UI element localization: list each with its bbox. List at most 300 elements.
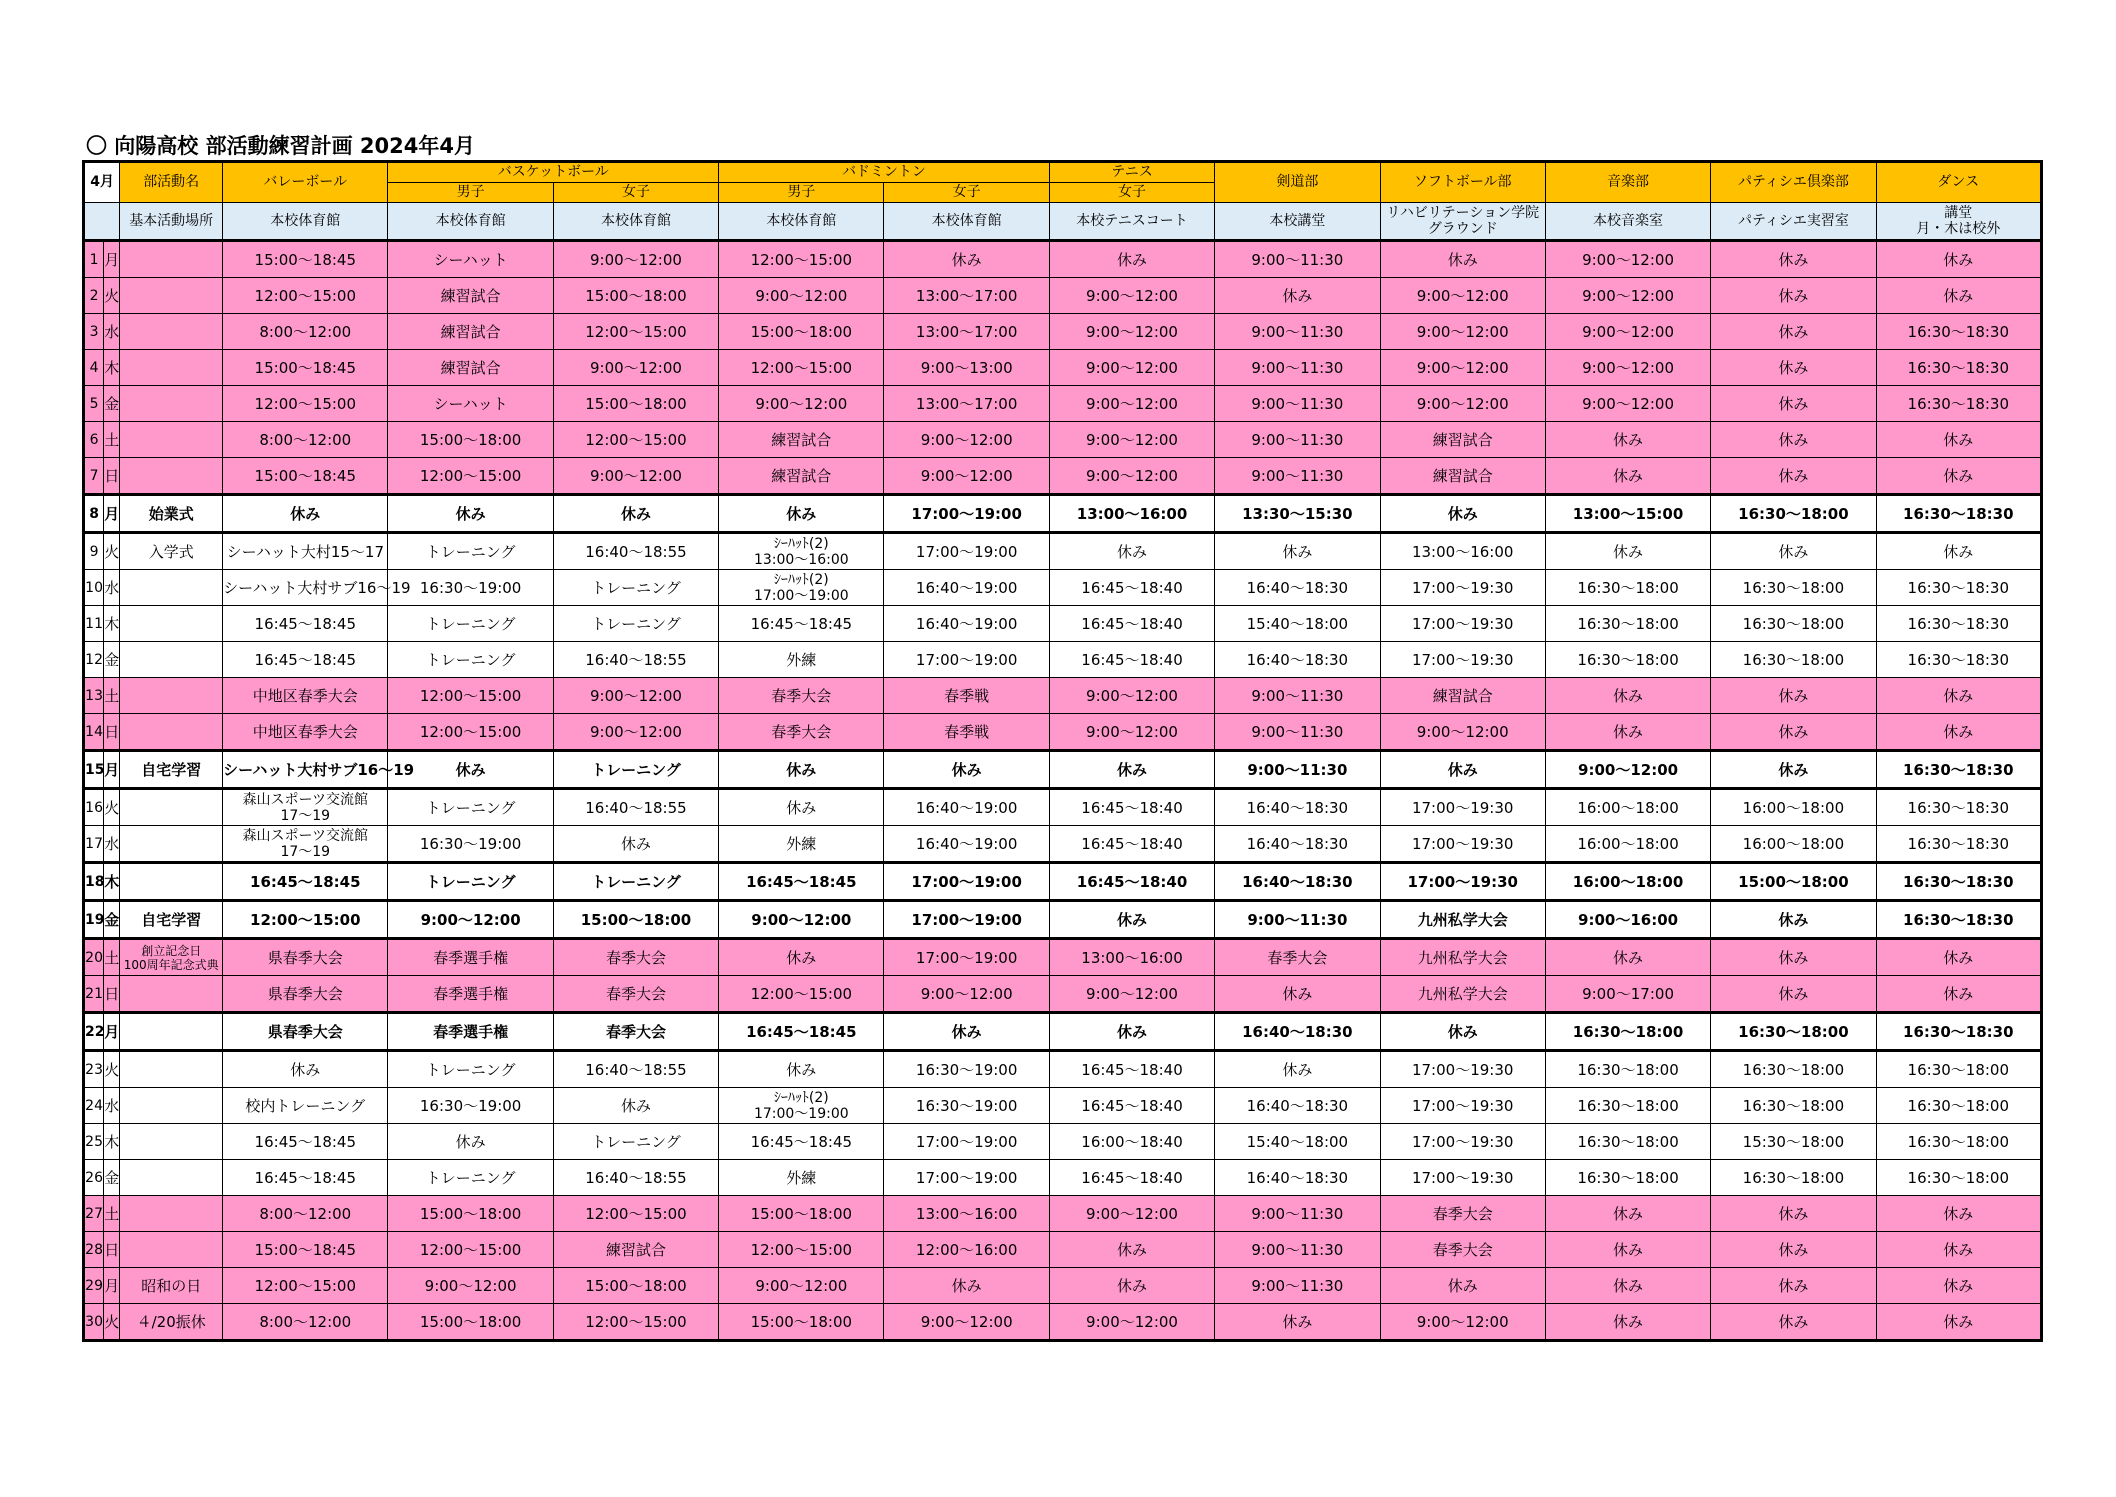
cell-basketball-female: 12:00～15:00	[553, 1304, 718, 1341]
cell-softball: 9:00～12:00	[1380, 278, 1545, 314]
cell-tennis: 13:00～16:00	[1049, 495, 1214, 533]
cell-basketball-male: 練習試合	[388, 350, 553, 386]
school-event	[120, 422, 223, 458]
cell-volleyball: 校内トレーニング	[223, 1088, 388, 1124]
place-volleyball: 本校体育館	[223, 203, 388, 241]
cell-kendo: 15:40～18:00	[1215, 1124, 1380, 1160]
cell-dance: 16:30～18:30	[1876, 350, 2041, 386]
club-softball: ソフトボール部	[1380, 162, 1545, 203]
day-number: 3	[84, 314, 104, 350]
cell-music: 9:00～12:00	[1545, 278, 1710, 314]
table-row	[84, 714, 2042, 751]
cell-patissier: 休み	[1711, 1196, 1876, 1232]
place-badminton-male: 本校体育館	[719, 203, 884, 241]
cell-dance: 休み	[1876, 458, 2041, 495]
club-volleyball: バレーボール	[223, 162, 388, 203]
place-corner	[84, 203, 120, 241]
cell-softball: 17:00～19:30	[1380, 863, 1545, 901]
cell-softball: 17:00～19:30	[1380, 789, 1545, 826]
cell-badminton-female: 16:40～19:00	[884, 570, 1049, 606]
cell-basketball-male: 15:00～18:00	[388, 1196, 553, 1232]
cell-patissier: 休み	[1711, 1232, 1876, 1268]
cell-volleyball: シーハット大村サブ16～19	[223, 751, 388, 789]
cell-tennis: 13:00～16:00	[1049, 939, 1214, 976]
cell-dance: 16:30～18:30	[1876, 789, 2041, 826]
cell-dance: 16:30～18:30	[1876, 751, 2041, 789]
cell-basketball-female: 休み	[553, 495, 718, 533]
cell-dance: 休み	[1876, 678, 2041, 714]
cell-dance: 16:30～18:30	[1876, 495, 2041, 533]
cell-basketball-female: 9:00～12:00	[553, 714, 718, 751]
cell-badminton-female: 休み	[884, 1013, 1049, 1051]
cell-softball: 春季大会	[1380, 1196, 1545, 1232]
cell-basketball-female: 休み	[553, 1088, 718, 1124]
day-number: 14	[84, 714, 104, 751]
cell-kendo: 16:40～18:30	[1215, 826, 1380, 863]
day-number: 15	[84, 751, 104, 789]
place-tennis: 本校テニスコート	[1049, 203, 1214, 241]
cell-music: 13:00～15:00	[1545, 495, 1710, 533]
day-number: 10	[84, 570, 104, 606]
cell-badminton-female: 16:40～19:00	[884, 606, 1049, 642]
cell-softball: 九州私学大会	[1380, 976, 1545, 1013]
table-row	[84, 642, 2042, 678]
cell-basketball-male: 16:30～19:00	[388, 1088, 553, 1124]
cell-basketball-male: 休み	[388, 751, 553, 789]
cell-kendo: 9:00～11:30	[1215, 350, 1380, 386]
school-event	[120, 278, 223, 314]
cell-dance: 休み	[1876, 1268, 2041, 1304]
cell-badminton-female: 9:00～12:00	[884, 1304, 1049, 1341]
cell-basketball-female: 春季大会	[553, 939, 718, 976]
place-badminton-female: 本校体育館	[884, 203, 1049, 241]
cell-badminton-female: 16:30～19:00	[884, 1051, 1049, 1088]
cell-patissier: 16:30～18:00	[1711, 570, 1876, 606]
cell-basketball-female: 9:00～12:00	[553, 350, 718, 386]
cell-basketball-male: トレーニング	[388, 1160, 553, 1196]
cell-volleyball: 16:45～18:45	[223, 642, 388, 678]
cell-music: 9:00～12:00	[1545, 314, 1710, 350]
school-event	[120, 241, 223, 278]
table-row	[84, 533, 2042, 570]
cell-kendo: 9:00～11:30	[1215, 241, 1380, 278]
month-label: 4月	[84, 162, 120, 203]
table-row	[84, 1304, 2042, 1341]
school-event	[120, 606, 223, 642]
cell-basketball-female: トレーニング	[553, 863, 718, 901]
table-row	[84, 863, 2042, 901]
cell-badminton-male: 12:00～15:00	[719, 241, 884, 278]
cell-volleyball: 8:00～12:00	[223, 314, 388, 350]
place-dance: 講堂 月・木は校外	[1876, 203, 2041, 241]
day-number: 21	[84, 976, 104, 1013]
cell-badminton-male: 16:45～18:45	[719, 1124, 884, 1160]
cell-kendo: 9:00～11:30	[1215, 1232, 1380, 1268]
cell-dance: 16:30～18:00	[1876, 1051, 2041, 1088]
cell-basketball-female: 16:40～18:55	[553, 642, 718, 678]
badminton-female: 女子	[884, 183, 1049, 203]
table-row	[84, 1013, 2042, 1051]
weekday: 水	[104, 1088, 120, 1124]
day-number: 26	[84, 1160, 104, 1196]
cell-dance: 16:30～18:30	[1876, 606, 2041, 642]
day-number: 28	[84, 1232, 104, 1268]
cell-tennis: 9:00～12:00	[1049, 714, 1214, 751]
cell-basketball-male: 練習試合	[388, 314, 553, 350]
schedule-body	[84, 241, 2042, 1341]
cell-music: 休み	[1545, 1196, 1710, 1232]
weekday: 木	[104, 863, 120, 901]
table-row	[84, 976, 2042, 1013]
cell-dance: 16:30～18:30	[1876, 863, 2041, 901]
cell-dance: 休み	[1876, 1304, 2041, 1341]
cell-kendo: 休み	[1215, 1051, 1380, 1088]
cell-softball: 休み	[1380, 241, 1545, 278]
cell-badminton-male: 練習試合	[719, 458, 884, 495]
cell-patissier: 休み	[1711, 751, 1876, 789]
cell-patissier: 16:30～18:00	[1711, 1088, 1876, 1124]
cell-softball: 練習試合	[1380, 458, 1545, 495]
cell-kendo: 16:40～18:30	[1215, 642, 1380, 678]
cell-basketball-female: 15:00～18:00	[553, 386, 718, 422]
weekday: 月	[104, 1268, 120, 1304]
cell-basketball-male: トレーニング	[388, 533, 553, 570]
cell-tennis: 9:00～12:00	[1049, 1304, 1214, 1341]
weekday: 金	[104, 1160, 120, 1196]
cell-volleyball: 中地区春季大会	[223, 678, 388, 714]
cell-basketball-male: シーハット	[388, 241, 553, 278]
cell-badminton-female: 17:00～19:00	[884, 1160, 1049, 1196]
day-number: 18	[84, 863, 104, 901]
day-number: 4	[84, 350, 104, 386]
cell-basketball-female: 16:40～18:55	[553, 1160, 718, 1196]
cell-badminton-female: 9:00～12:00	[884, 458, 1049, 495]
school-event: 自宅学習	[120, 901, 223, 939]
cell-kendo: 休み	[1215, 976, 1380, 1013]
cell-tennis: 9:00～12:00	[1049, 386, 1214, 422]
day-number: 24	[84, 1088, 104, 1124]
cell-dance: 休み	[1876, 976, 2041, 1013]
weekday: 月	[104, 1013, 120, 1051]
cell-basketball-male: トレーニング	[388, 1051, 553, 1088]
cell-badminton-female: 13:00～17:00	[884, 386, 1049, 422]
cell-basketball-male: 16:30～19:00	[388, 570, 553, 606]
cell-patissier: 休み	[1711, 678, 1876, 714]
cell-softball: 九州私学大会	[1380, 939, 1545, 976]
day-number: 20	[84, 939, 104, 976]
day-number: 13	[84, 678, 104, 714]
cell-softball: 練習試合	[1380, 678, 1545, 714]
weekday: 金	[104, 386, 120, 422]
weekday: 金	[104, 642, 120, 678]
cell-music: 16:30～18:00	[1545, 1013, 1710, 1051]
day-number: 22	[84, 1013, 104, 1051]
cell-patissier: 休み	[1711, 386, 1876, 422]
cell-patissier: 16:30～18:00	[1711, 1013, 1876, 1051]
school-event: 昭和の日	[120, 1268, 223, 1304]
cell-badminton-male: 15:00～18:00	[719, 1304, 884, 1341]
cell-patissier: 15:00～18:00	[1711, 863, 1876, 901]
cell-badminton-male: 外練	[719, 1160, 884, 1196]
school-event: ４/20振休	[120, 1304, 223, 1341]
school-event: 入学式	[120, 533, 223, 570]
school-event	[120, 976, 223, 1013]
cell-basketball-male: 9:00～12:00	[388, 1268, 553, 1304]
cell-patissier: 16:30～18:00	[1711, 1051, 1876, 1088]
cell-badminton-male: 春季大会	[719, 714, 884, 751]
cell-patissier: 16:30～18:00	[1711, 642, 1876, 678]
weekday: 土	[104, 422, 120, 458]
cell-music: 16:30～18:00	[1545, 1124, 1710, 1160]
school-event	[120, 1160, 223, 1196]
cell-music: 16:00～18:00	[1545, 826, 1710, 863]
cell-volleyball: 15:00～18:45	[223, 458, 388, 495]
cell-softball: 9:00～12:00	[1380, 1304, 1545, 1341]
cell-patissier: 休み	[1711, 976, 1876, 1013]
place-basketball-female: 本校体育館	[553, 203, 718, 241]
cell-basketball-female: トレーニング	[553, 751, 718, 789]
weekday: 日	[104, 458, 120, 495]
cell-music: 16:30～18:00	[1545, 606, 1710, 642]
school-event	[120, 678, 223, 714]
cell-kendo: 9:00～11:30	[1215, 901, 1380, 939]
cell-badminton-female: 休み	[884, 1268, 1049, 1304]
cell-badminton-male: 9:00～12:00	[719, 901, 884, 939]
cell-tennis: 16:45～18:40	[1049, 606, 1214, 642]
cell-volleyball: シーハット大村15～17	[223, 533, 388, 570]
table-row	[84, 422, 2042, 458]
weekday: 水	[104, 826, 120, 863]
cell-kendo: 9:00～11:30	[1215, 1196, 1380, 1232]
cell-badminton-male: ｼｰﾊｯﾄ(2) 17:00～19:00	[719, 570, 884, 606]
club-name-label: 部活動名	[120, 162, 223, 203]
weekday: 水	[104, 314, 120, 350]
cell-basketball-female: 16:40～18:55	[553, 1051, 718, 1088]
cell-badminton-female: 17:00～19:00	[884, 901, 1049, 939]
school-event	[120, 826, 223, 863]
cell-basketball-female: 16:40～18:55	[553, 533, 718, 570]
cell-patissier: 16:30～18:00	[1711, 606, 1876, 642]
cell-music: 休み	[1545, 533, 1710, 570]
school-event	[120, 863, 223, 901]
cell-basketball-female: 春季大会	[553, 1013, 718, 1051]
cell-basketball-male: 9:00～12:00	[388, 901, 553, 939]
cell-badminton-female: 17:00～19:00	[884, 642, 1049, 678]
cell-badminton-male: 16:45～18:45	[719, 606, 884, 642]
table-row	[84, 1124, 2042, 1160]
cell-music: 休み	[1545, 678, 1710, 714]
cell-badminton-male: 練習試合	[719, 422, 884, 458]
cell-music: 16:30～18:00	[1545, 1160, 1710, 1196]
cell-basketball-male: 15:00～18:00	[388, 1304, 553, 1341]
cell-basketball-female: 15:00～18:00	[553, 278, 718, 314]
cell-badminton-male: 16:45～18:45	[719, 1013, 884, 1051]
club-patissier: パティシエ倶楽部	[1711, 162, 1876, 203]
cell-badminton-male: ｼｰﾊｯﾄ(2) 17:00～19:00	[719, 1088, 884, 1124]
weekday: 木	[104, 1124, 120, 1160]
cell-badminton-female: 17:00～19:00	[884, 533, 1049, 570]
cell-basketball-male: 12:00～15:00	[388, 1232, 553, 1268]
cell-kendo: 9:00～11:30	[1215, 386, 1380, 422]
weekday: 火	[104, 1304, 120, 1341]
cell-basketball-male: 春季選手権	[388, 939, 553, 976]
cell-volleyball: 休み	[223, 495, 388, 533]
cell-music: 休み	[1545, 939, 1710, 976]
cell-kendo: 9:00～11:30	[1215, 314, 1380, 350]
cell-patissier: 休み	[1711, 533, 1876, 570]
weekday: 日	[104, 976, 120, 1013]
cell-basketball-female: 9:00～12:00	[553, 458, 718, 495]
cell-badminton-male: 9:00～12:00	[719, 1268, 884, 1304]
cell-basketball-male: トレーニング	[388, 642, 553, 678]
cell-softball: 9:00～12:00	[1380, 386, 1545, 422]
cell-badminton-male: 休み	[719, 1051, 884, 1088]
cell-volleyball: 12:00～15:00	[223, 1268, 388, 1304]
cell-tennis: 休み	[1049, 241, 1214, 278]
cell-music: 9:00～16:00	[1545, 901, 1710, 939]
cell-patissier: 休み	[1711, 314, 1876, 350]
cell-badminton-female: 17:00～19:00	[884, 1124, 1049, 1160]
cell-badminton-male: 休み	[719, 789, 884, 826]
day-number: 11	[84, 606, 104, 642]
cell-tennis: 16:45～18:40	[1049, 863, 1214, 901]
cell-softball: 九州私学大会	[1380, 901, 1545, 939]
day-number: 27	[84, 1196, 104, 1232]
cell-kendo: 16:40～18:30	[1215, 570, 1380, 606]
cell-basketball-male: 休み	[388, 495, 553, 533]
day-number: 23	[84, 1051, 104, 1088]
school-event	[120, 1124, 223, 1160]
cell-kendo: 9:00～11:30	[1215, 678, 1380, 714]
cell-softball: 17:00～19:30	[1380, 1124, 1545, 1160]
table-row	[84, 1088, 2042, 1124]
weekday: 火	[104, 533, 120, 570]
day-number: 19	[84, 901, 104, 939]
cell-volleyball: 12:00～15:00	[223, 386, 388, 422]
weekday: 水	[104, 570, 120, 606]
cell-music: 9:00～12:00	[1545, 241, 1710, 278]
cell-badminton-female: 13:00～17:00	[884, 314, 1049, 350]
weekday: 月	[104, 495, 120, 533]
cell-softball: 休み	[1380, 1268, 1545, 1304]
place-softball: リハビリテーション学院 グラウンド	[1380, 203, 1545, 241]
school-event	[120, 1051, 223, 1088]
place-kendo: 本校講堂	[1215, 203, 1380, 241]
cell-volleyball: 16:45～18:45	[223, 606, 388, 642]
cell-softball: 13:00～16:00	[1380, 533, 1545, 570]
cell-patissier: 休み	[1711, 422, 1876, 458]
place-patissier: パティシエ実習室	[1711, 203, 1876, 241]
cell-volleyball: 8:00～12:00	[223, 1304, 388, 1341]
day-number: 1	[84, 241, 104, 278]
cell-volleyball: 中地区春季大会	[223, 714, 388, 751]
cell-softball: 練習試合	[1380, 422, 1545, 458]
cell-music: 16:30～18:00	[1545, 642, 1710, 678]
cell-tennis: 16:45～18:40	[1049, 1051, 1214, 1088]
badminton-male: 男子	[719, 183, 884, 203]
weekday: 火	[104, 789, 120, 826]
cell-music: 9:00～12:00	[1545, 350, 1710, 386]
cell-tennis: 16:45～18:40	[1049, 1160, 1214, 1196]
cell-dance: 休み	[1876, 939, 2041, 976]
club-kendo: 剣道部	[1215, 162, 1380, 203]
club-tennis: テニス	[1049, 162, 1214, 183]
cell-badminton-male: 15:00～18:00	[719, 314, 884, 350]
cell-kendo: 9:00～11:30	[1215, 1268, 1380, 1304]
table-row	[84, 789, 2042, 826]
cell-kendo: 休み	[1215, 278, 1380, 314]
school-event	[120, 789, 223, 826]
cell-dance: 16:30～18:30	[1876, 901, 2041, 939]
cell-patissier: 休み	[1711, 1304, 1876, 1341]
day-number: 30	[84, 1304, 104, 1341]
cell-softball: 17:00～19:30	[1380, 826, 1545, 863]
cell-basketball-female: 15:00～18:00	[553, 1268, 718, 1304]
cell-softball: 休み	[1380, 1013, 1545, 1051]
cell-music: 休み	[1545, 422, 1710, 458]
cell-music: 16:30～18:00	[1545, 570, 1710, 606]
cell-badminton-female: 13:00～17:00	[884, 278, 1049, 314]
cell-softball: 17:00～19:30	[1380, 642, 1545, 678]
cell-kendo: 春季大会	[1215, 939, 1380, 976]
cell-tennis: 16:45～18:40	[1049, 570, 1214, 606]
cell-kendo: 9:00～11:30	[1215, 422, 1380, 458]
day-number: 25	[84, 1124, 104, 1160]
weekday: 土	[104, 1196, 120, 1232]
weekday: 木	[104, 606, 120, 642]
cell-badminton-male: 15:00～18:00	[719, 1196, 884, 1232]
cell-dance: 16:30～18:30	[1876, 314, 2041, 350]
cell-dance: 休み	[1876, 422, 2041, 458]
cell-dance: 16:30～18:00	[1876, 1160, 2041, 1196]
day-number: 12	[84, 642, 104, 678]
cell-kendo: 9:00～11:30	[1215, 458, 1380, 495]
cell-badminton-female: 16:40～19:00	[884, 789, 1049, 826]
cell-patissier: 休み	[1711, 939, 1876, 976]
cell-tennis: 9:00～12:00	[1049, 422, 1214, 458]
cell-volleyball: 森山スポーツ交流館 17～19	[223, 789, 388, 826]
table-row	[84, 314, 2042, 350]
cell-badminton-female: 17:00～19:00	[884, 495, 1049, 533]
cell-dance: 休み	[1876, 1196, 2041, 1232]
cell-tennis: 16:45～18:40	[1049, 1088, 1214, 1124]
cell-badminton-female: 休み	[884, 241, 1049, 278]
day-number: 7	[84, 458, 104, 495]
table-row	[84, 241, 2042, 278]
cell-kendo: 13:30～15:30	[1215, 495, 1380, 533]
cell-volleyball: 12:00～15:00	[223, 901, 388, 939]
cell-dance: 16:30～18:00	[1876, 1124, 2041, 1160]
school-event	[120, 458, 223, 495]
table-row	[84, 826, 2042, 863]
cell-volleyball: 県春季大会	[223, 939, 388, 976]
school-event	[120, 1013, 223, 1051]
cell-tennis: 9:00～12:00	[1049, 350, 1214, 386]
cell-badminton-male: 春季大会	[719, 678, 884, 714]
cell-tennis: 9:00～12:00	[1049, 1196, 1214, 1232]
cell-tennis: 16:45～18:40	[1049, 789, 1214, 826]
cell-softball: 17:00～19:30	[1380, 1160, 1545, 1196]
cell-patissier: 休み	[1711, 458, 1876, 495]
cell-badminton-male: 16:45～18:45	[719, 863, 884, 901]
weekday: 金	[104, 901, 120, 939]
day-number: 9	[84, 533, 104, 570]
cell-patissier: 休み	[1711, 1268, 1876, 1304]
cell-tennis: 16:00～18:40	[1049, 1124, 1214, 1160]
cell-softball: 17:00～19:30	[1380, 606, 1545, 642]
cell-patissier: 15:30～18:00	[1711, 1124, 1876, 1160]
school-event	[120, 1196, 223, 1232]
